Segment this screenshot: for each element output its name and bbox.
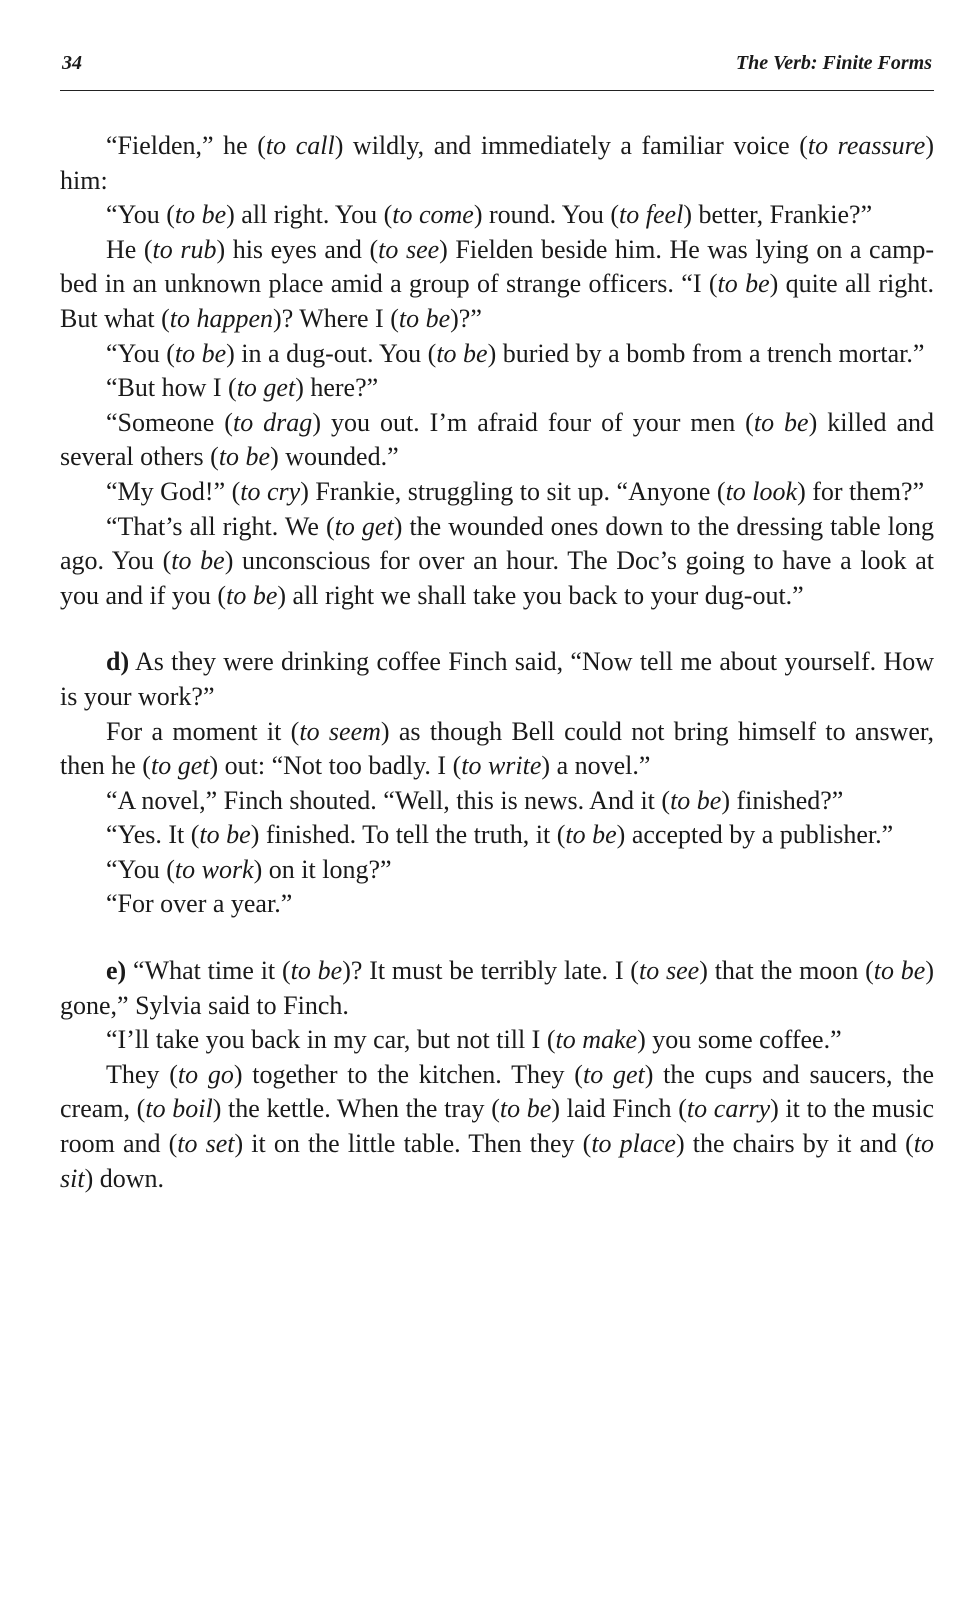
text-run: )? It must be terribly late. I ( [342,956,639,986]
text-run: “But how I ( [106,373,237,403]
verb-prompt: to seem [299,716,381,746]
text-run: ) you out. I’m afraid four of your men ( [312,407,754,437]
verb-prompt: to look [725,476,798,506]
text-run: ) buried by a bomb from a trench mortar.” [487,338,925,368]
paragraph [60,475,934,510]
verb-prompt: to see [638,956,700,986]
text-run: “What time it ( [126,956,291,986]
verb-prompt: to drag [232,407,313,437]
text-run: “For over a year.” [106,889,293,919]
text-run: ) on it long?” [253,854,392,884]
text-run: ) gone,” Sylvia said to Finch. [60,956,935,1020]
verb-prompt: to get [150,751,210,781]
paragraph [60,129,934,198]
verb-prompt: to get [236,373,296,403]
text-run: “Yes. It ( [106,820,200,850]
verb-prompt: to boil [145,1094,213,1124]
verb-prompt: to be [499,1094,552,1124]
verb-prompt: to be [174,200,227,230]
verb-prompt: to place [591,1129,676,1159]
text-run: “You ( [106,338,175,368]
verb-prompt: to work [174,854,254,884]
running-title: The Verb: Finite Forms [735,52,932,74]
text-run: ) you some coffee.” [637,1025,842,1055]
exercise-label: d) [106,647,130,677]
text-run: ) that the moon ( [699,956,874,986]
verb-prompt: to sit [60,1129,934,1193]
verb-prompt: to make [555,1025,638,1055]
text-run: ) out: “Not too badly. I ( [209,751,462,781]
text-run: ) unconscious for over an hour. The Doc’s going to have a look at you and if you ( [60,546,934,610]
verb-prompt: to get [334,511,394,541]
text-run: ) here?” [295,373,379,403]
verb-prompt: to call [265,131,335,160]
text-run: ) Frankie, struggling to sit up. “Anyone ( [300,476,726,506]
paragraph [60,715,934,784]
text-run: They ( [106,1059,178,1089]
text-run: ) killed and several others ( [60,407,935,472]
verb-prompt: to be [717,269,770,299]
text-run: “My God!” ( [106,476,241,506]
verb-prompt: to get [582,1059,645,1089]
text-run: ) in a dug-out. You ( [226,338,437,368]
verb-prompt: to be [171,546,225,576]
paragraph [60,1058,934,1196]
text-run: ) finished. To tell the truth, it ( [250,820,566,850]
verb-prompt: to be [218,442,271,472]
text-run: ) the kettle. When the tray ( [212,1094,500,1124]
text-run: ) Fielden beside him. He was lying on a camp-bed in an unknown place amid a group of strange officers. “I ( [60,234,935,299]
paragraph [60,233,934,337]
verb-prompt: to happen [169,303,274,333]
verb-prompt: to be [565,820,617,850]
text-run: ) quite all right. But what ( [60,269,934,333]
header-rule [60,90,934,91]
text-run: He ( [106,234,153,264]
text-run: “Fielden,” he ( [106,131,266,160]
verb-prompt: to see [378,234,440,264]
verb-prompt: to write [461,751,542,781]
text-run: ) all right we shall take you back to your dug-out.” [277,580,804,610]
verb-prompt: to set [177,1129,235,1159]
paragraph [60,818,934,853]
text-run: “That’s all right. We ( [106,511,335,541]
verb-prompt: to be [873,956,926,986]
text-run: ) better, Frankie?” [683,200,873,230]
text-run: ) laid Finch ( [551,1094,687,1124]
verb-prompt: to come [392,200,474,230]
verb-prompt: to carry [686,1094,771,1124]
text-run: ) for them?” [797,476,925,506]
verb-prompt: to go [177,1059,234,1089]
text-run: ) the wounded ones down to the dressing table long ago. You ( [60,511,934,576]
paragraph [60,887,934,922]
text-run: “You ( [106,200,175,230]
paragraph [60,853,934,888]
text-run: ) the cups and saucers, the cream, ( [60,1059,934,1124]
text-run: ) it on the little table. Then they ( [234,1129,592,1159]
paragraph [60,954,934,1023]
verb-prompt: to be [753,407,809,437]
verb-prompt: to be [436,338,488,368]
body-text [60,129,934,1196]
verb-prompt: to be [398,303,451,333]
text-run: ) it to the music room and ( [60,1094,935,1159]
book-page [60,52,934,1196]
text-run: ) the chairs by it and ( [675,1129,914,1159]
text-run: As they were drinking coffee Finch said, “Now tell me about yourself. How is your work?” [60,647,934,711]
paragraph [60,784,934,819]
text-run: “You ( [106,854,175,884]
text-run: ) accepted by a publisher.” [616,820,894,850]
paragraph [60,510,934,614]
page-header [60,52,934,82]
text-run: ) wildly, and immediately a familiar voice ( [334,131,808,160]
paragraph [60,198,934,233]
verb-prompt: to reassure [807,131,926,160]
text-run: )?” [450,303,482,333]
text-run: ) wounded.” [270,442,399,472]
text-run: ) all right. You ( [226,200,393,230]
text-run: ) a novel.” [541,751,651,781]
text-run: ) as though Bell could not bring himself to answer, then he ( [60,716,934,781]
paragraph [60,1023,934,1058]
text-run: “A novel,” Finch shouted. “Well, this is news. And it ( [106,785,671,815]
exercise-label: e) [106,956,127,986]
verb-prompt: to be [174,338,227,368]
text-run: ) together to the kitchen. They ( [233,1059,583,1089]
verb-prompt: to feel [619,200,684,230]
text-run: “Someone ( [106,407,233,437]
text-run: ) his eyes and ( [216,234,379,264]
page-number: 34 [62,52,82,74]
text-run: “I’ll take you back in my car, but not till I ( [106,1025,556,1055]
paragraph [60,645,934,714]
text-run: )? Where I ( [273,303,399,333]
text-run: ) round. You ( [473,200,620,230]
text-run: For a moment it ( [106,716,300,746]
paragraph [60,406,934,475]
paragraph [60,337,934,372]
paragraph [60,371,934,406]
verb-prompt: to rub [152,234,217,264]
text-run: ) down. [84,1163,165,1193]
verb-prompt: to cry [240,476,301,506]
verb-prompt: to be [290,956,343,986]
text-run: ) him: [60,131,934,195]
text-run: ) finished?” [721,785,844,815]
verb-prompt: to be [226,580,278,610]
verb-prompt: to be [199,820,251,850]
verb-prompt: to be [670,785,722,815]
